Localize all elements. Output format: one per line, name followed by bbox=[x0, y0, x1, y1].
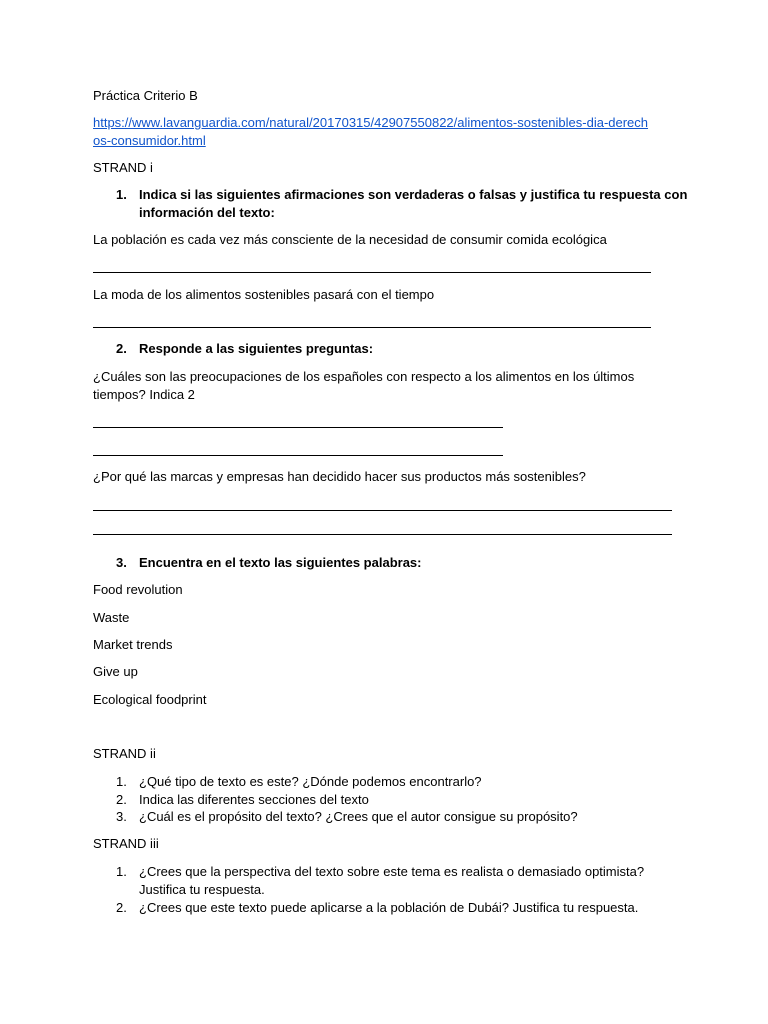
strand-ii-item-2: Indica las diferentes secciones del texto bbox=[139, 792, 369, 807]
answer-line-statement-2[interactable] bbox=[93, 327, 651, 328]
document-title: Práctica Criterio B bbox=[93, 88, 198, 103]
word-item: Ecological foodprint bbox=[93, 692, 207, 707]
word-item: Food revolution bbox=[93, 582, 183, 597]
answer-line-2a-2[interactable] bbox=[93, 455, 503, 456]
strand-ii-item-3: ¿Cuál es el propósito del texto? ¿Crees que el autor consigue su propósito? bbox=[139, 809, 578, 824]
answer-line-2a-1[interactable] bbox=[93, 427, 503, 428]
article-link[interactable]: https://www.lavanguardia.com/natural/20170315/42907550822/alimentos-sostenibles-dia-derechos-consumidor.html bbox=[93, 115, 649, 148]
strand-ii-item-3-number: 3. bbox=[116, 809, 127, 824]
strand-ii-item-1: ¿Qué tipo de texto es este? ¿Dónde podemos encontrarlo? bbox=[139, 774, 482, 789]
statement-1: La población es cada vez más consciente de la necesidad de consumir comida ecológica bbox=[93, 232, 607, 247]
question-3-number: 3. bbox=[116, 555, 127, 570]
question-2a-line2: tiempos? Indica 2 bbox=[93, 387, 195, 402]
strand-i-heading: STRAND i bbox=[93, 160, 153, 175]
question-1-text-line2: información del texto: bbox=[139, 205, 275, 220]
strand-ii-item-2-number: 2. bbox=[116, 792, 127, 807]
strand-iii-item-1-number: 1. bbox=[116, 864, 127, 879]
strand-iii-item-2: ¿Crees que este texto puede aplicarse a la población de Dubái? Justifica tu respuesta. bbox=[139, 900, 639, 915]
strand-iii-item-1-line2: Justifica tu respuesta. bbox=[139, 882, 265, 897]
question-2-number: 2. bbox=[116, 341, 127, 356]
question-1-number: 1. bbox=[116, 187, 127, 202]
strand-iii-item-1-line1: ¿Crees que la perspectiva del texto sobre este tema es realista o demasiado optimista? bbox=[139, 864, 645, 879]
word-item: Waste bbox=[93, 610, 130, 625]
statement-2: La moda de los alimentos sostenibles pasará con el tiempo bbox=[93, 287, 435, 302]
question-2a-line1: ¿Cuáles son las preocupaciones de los españoles con respecto a los alimentos en los últimos bbox=[93, 369, 635, 384]
answer-line-2b-2[interactable] bbox=[93, 534, 672, 535]
strand-ii-item-1-number: 1. bbox=[116, 774, 127, 789]
strand-iii-item-2-number: 2. bbox=[116, 900, 127, 915]
question-2b: ¿Por qué las marcas y empresas han decidido hacer sus productos más sostenibles? bbox=[93, 469, 586, 484]
word-item: Market trends bbox=[93, 637, 173, 652]
question-2-text: Responde a las siguientes preguntas: bbox=[139, 341, 374, 356]
answer-line-statement-1[interactable] bbox=[93, 272, 651, 273]
word-item: Give up bbox=[93, 664, 138, 679]
strand-iii-heading: STRAND iii bbox=[93, 836, 159, 851]
question-1-text-line1: Indica si las siguientes afirmaciones son verdaderas o falsas y justifica tu respuesta con bbox=[139, 187, 688, 202]
answer-line-2b-1[interactable] bbox=[93, 510, 672, 511]
question-3-text: Encuentra en el texto las siguientes palabras: bbox=[139, 555, 422, 570]
strand-ii-heading: STRAND ii bbox=[93, 746, 156, 761]
